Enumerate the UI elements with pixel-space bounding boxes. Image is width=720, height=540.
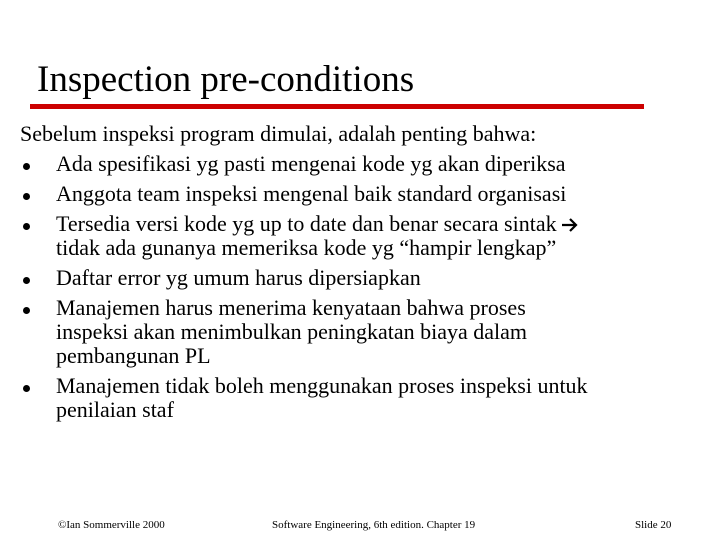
bullet-line: inspeksi akan menimbulkan peningkatan biaya dalam <box>56 319 528 344</box>
title-underline <box>30 104 644 109</box>
bullet-line: Manajemen tidak boleh menggunakan proses inspeksi untuk <box>56 373 588 398</box>
footer-slide-number: Slide 20 <box>635 519 672 531</box>
bullet-line: Tersedia versi kode yg up to date dan benar secara sintak <box>56 212 700 236</box>
bullet-dot-icon <box>23 223 30 230</box>
slide-title: Inspection pre-conditions <box>37 59 415 100</box>
bullet-dot-icon <box>23 277 30 284</box>
bullet-line: Daftar error yg umum harus dipersiapkan <box>56 265 421 290</box>
intro-text: Sebelum inspeksi program dimulai, adalah penting bahwa: <box>20 121 537 146</box>
bullet-dot-icon <box>23 193 30 200</box>
bullet-item <box>20 374 700 422</box>
bullet-dot-icon <box>23 385 30 392</box>
right-arrow-icon <box>561 217 579 233</box>
bullet-line: Manajemen harus menerima kenyataan bahwa proses <box>56 295 526 320</box>
bullet-line: pembangunan PL <box>56 343 211 368</box>
bullet-line: tidak ada gunanya memeriksa kode yg “hampir lengkap” <box>56 235 557 260</box>
bullet-item <box>20 152 700 176</box>
bullet-dot-icon <box>23 307 30 314</box>
bullet-line: Ada spesifikasi yg pasti mengenai kode yg akan diperiksa <box>56 151 566 176</box>
bullet-list <box>20 152 700 422</box>
bullet-item <box>20 296 700 368</box>
bullet-item <box>20 182 700 206</box>
bullet-line: penilaian staf <box>56 397 174 422</box>
bullet-line: Anggota team inspeksi mengenal baik standard organisasi <box>56 181 567 206</box>
bullet-item <box>20 212 700 260</box>
slide-body <box>20 122 700 428</box>
footer-copyright: ©Ian Sommerville 2000 <box>58 519 165 531</box>
footer-course: Software Engineering, 6th edition. Chapter 19 <box>272 519 476 531</box>
bullet-item <box>20 266 700 290</box>
bullet-dot-icon <box>23 163 30 170</box>
